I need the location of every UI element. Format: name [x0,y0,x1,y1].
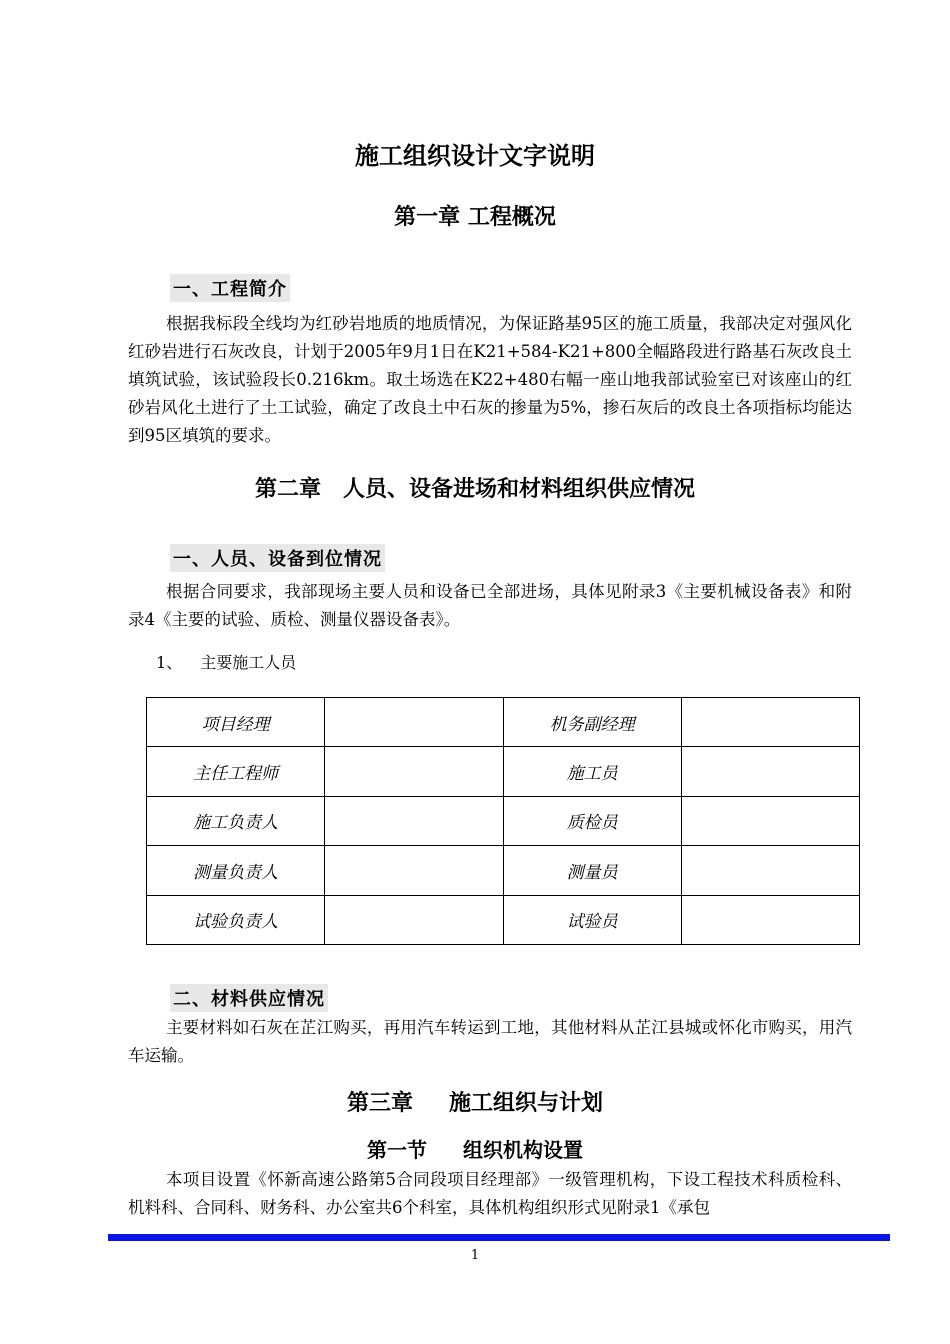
table-cell [325,895,503,944]
chapter3-section1-title [0,1134,950,1163]
table-cell [681,895,859,944]
table-cell [325,846,503,895]
table-row [147,846,860,895]
chapter2-title [0,472,950,503]
chapter2-section2-heading: 二、材料供应情况 [170,984,328,1012]
table-cell: 测量负责人 [147,846,325,895]
footer-rule [108,1234,890,1241]
staff-table [146,697,860,945]
staff-list-heading [156,650,296,673]
chapter1-section1-heading: 一、工程简介 [170,274,290,302]
table-cell: 施工负责人 [147,796,325,845]
table-cell: 测量员 [503,846,681,895]
table-cell [681,747,859,796]
list-label: 主要施工人员 [200,653,297,672]
page-number: 1 [470,1248,480,1263]
section-number: 第一节 [367,1138,427,1162]
table-cell [681,698,859,747]
chapter2-section2-paragraph: 主要材料如石灰在芷江购买，再用汽车转运到工地，其他材料从芷江县城或怀化市购买，用汽车运输。 [128,1018,852,1065]
document-title: 施工组织设计文字说明 [355,142,595,170]
table-cell: 试验员 [503,895,681,944]
chapter2-number: 第二章 [254,477,321,502]
section-name: 组织机构设置 [463,1138,583,1162]
table-cell [681,846,859,895]
chapter2-name: 人员、设备进场和材料组织供应情况 [343,477,696,502]
table-cell [325,698,503,747]
table-cell: 主任工程师 [147,747,325,796]
table-cell: 机务副经理 [503,698,681,747]
chapter3-section1-paragraph: 本项目设置《怀新高速公路第5合同段项目经理部》一级管理机构，下设工程技术科质检科、机料科、合同科、财务科、办公室共6个科室，具体机构组织形式见附录1《承包 [128,1170,852,1217]
table-cell [325,747,503,796]
table-row [147,895,860,944]
chapter2-section1-paragraph: 根据合同要求，我部现场主要人员和设备已全部进场，具体见附录3《主要机械设备表》和附录4《主要的试验、质检、测量仪器设备表》。 [128,582,852,629]
chapter3-name: 施工组织与计划 [449,1091,604,1116]
table-row [147,698,860,747]
table-cell: 质检员 [503,796,681,845]
table-cell [325,796,503,845]
table-cell: 项目经理 [147,698,325,747]
chapter3-number: 第三章 [346,1091,413,1116]
chapter3-title [0,1086,950,1117]
chapter1-title: 第一章 工程概况 [394,205,556,230]
table-row [147,747,860,796]
chapter1-section1-paragraph: 根据我标段全线均为红砂岩地质的地质情况，为保证路基95区的施工质量，我部决定对强风化红砂岩进行石灰改良，计划于2005年9月1日在K21+584-K21+800全幅路段进行路基石灰改良土填筑试验，该试验段长0.216km。取土场选在K22+480右幅一座山地我部试验室已对该座山的红砂岩风化土进行了土工试验，确定了改良土中石灰的掺量为5%，掺石灰后的改良土各项指标均能达到95区填筑的要求。 [128,314,852,445]
list-number: 1、 [156,653,183,672]
table-cell [681,796,859,845]
table-cell: 施工员 [503,747,681,796]
chapter2-section1-heading: 一、人员、设备到位情况 [170,544,385,572]
table-row [147,796,860,845]
table-cell: 试验负责人 [147,895,325,944]
